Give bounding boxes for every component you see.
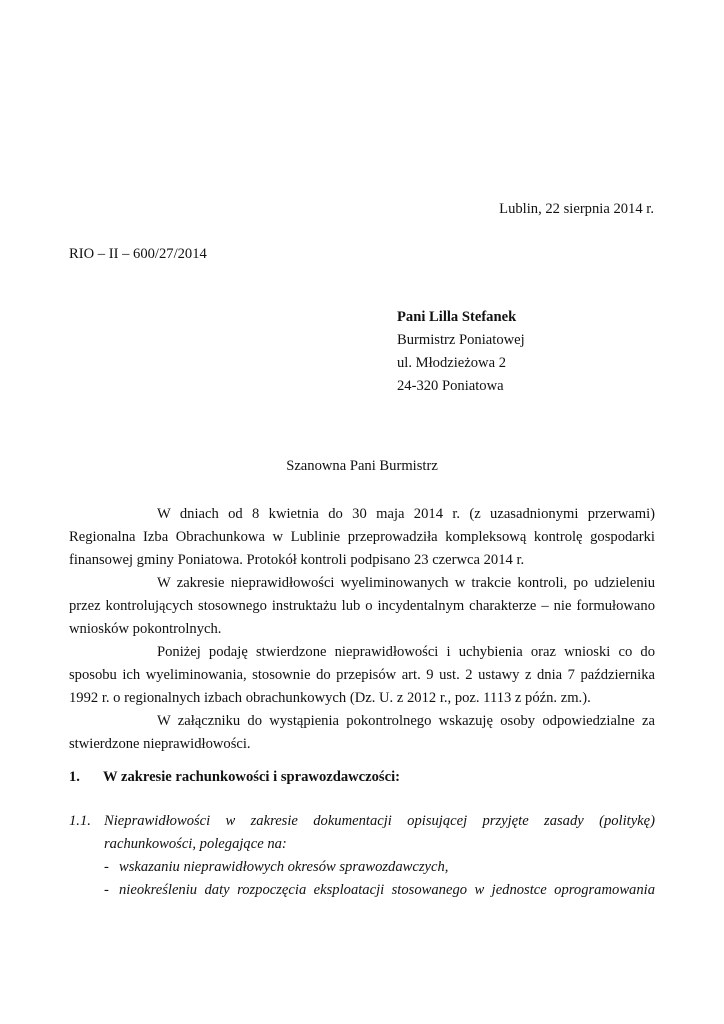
letter-body bbox=[69, 503, 655, 756]
bullet-dash: - bbox=[104, 882, 109, 898]
bullet-dash: - bbox=[104, 859, 109, 875]
salutation: Szanowna Pani Burmistrz bbox=[286, 458, 438, 474]
section-number: 1. bbox=[69, 769, 80, 785]
paragraph-1: W dniach od 8 kwietnia do 30 maja 2014 r. (z uzasadnionymi przerwami) Regionalna Izba Obrachunkowa w Lublinie przeprowadziła kompleksową kontrolę gospodarki finansowej gminy Poniatowa. Protokół kontroli podpisano 23 czerwca 2014 r. bbox=[69, 506, 655, 568]
subsection-bullets bbox=[104, 856, 655, 902]
bullet-text: nieokreśleniu daty rozpoczęcia eksploatacji stosowanego w jednostce oprogramowania bbox=[119, 882, 655, 898]
recipient-city: 24-320 Poniatowa bbox=[397, 378, 504, 394]
recipient-address bbox=[397, 306, 525, 398]
paragraph-3: Poniżej podaję stwierdzone nieprawidłowości i uchybienia oraz wnioski co do sposobu ich wyeliminowania, stosownie do przepisów art. 9 ust. 2 ustawy z dnia 7 października 1992 r. o regionalnych izbach obrachunkowych (Dz. U. z 2012 r., poz. 1113 z późn. zm.). bbox=[69, 644, 655, 706]
subsection-text: Nieprawidłowości w zakresie dokumentacji opisującej przyjęte zasady (politykę) rachunkowości, polegające na: bbox=[104, 813, 655, 852]
recipient-street: ul. Młodzieżowa 2 bbox=[397, 355, 507, 371]
subsection bbox=[69, 810, 655, 902]
paragraph-4: W załączniku do wystąpienia pokontrolnego wskazuję osoby odpowiedzialne za stwierdzone nieprawidłowości. bbox=[69, 713, 655, 752]
place-date: Lublin, 22 sierpnia 2014 r. bbox=[499, 201, 654, 217]
section-title: W zakresie rachunkowości i sprawozdawczości: bbox=[103, 769, 400, 785]
list-item bbox=[104, 856, 655, 879]
bullet-text: wskazaniu nieprawidłowych okresów sprawozdawczych, bbox=[119, 859, 449, 875]
reference-number: RIO – II – 600/27/2014 bbox=[69, 246, 207, 262]
section-heading bbox=[69, 766, 655, 789]
recipient-name: Pani Lilla Stefanek bbox=[397, 309, 517, 325]
list-item bbox=[104, 879, 655, 902]
paragraph-2: W zakresie nieprawidłowości wyeliminowanych w trakcie kontroli, po udzieleniu przez kontrolujących stosownego instruktażu lub o incydentalnym charakterze – nie formułowano wniosków pokontrolnych. bbox=[69, 575, 655, 637]
subsection-number: 1.1. bbox=[69, 813, 91, 829]
recipient-title: Burmistrz Poniatowej bbox=[397, 332, 525, 348]
